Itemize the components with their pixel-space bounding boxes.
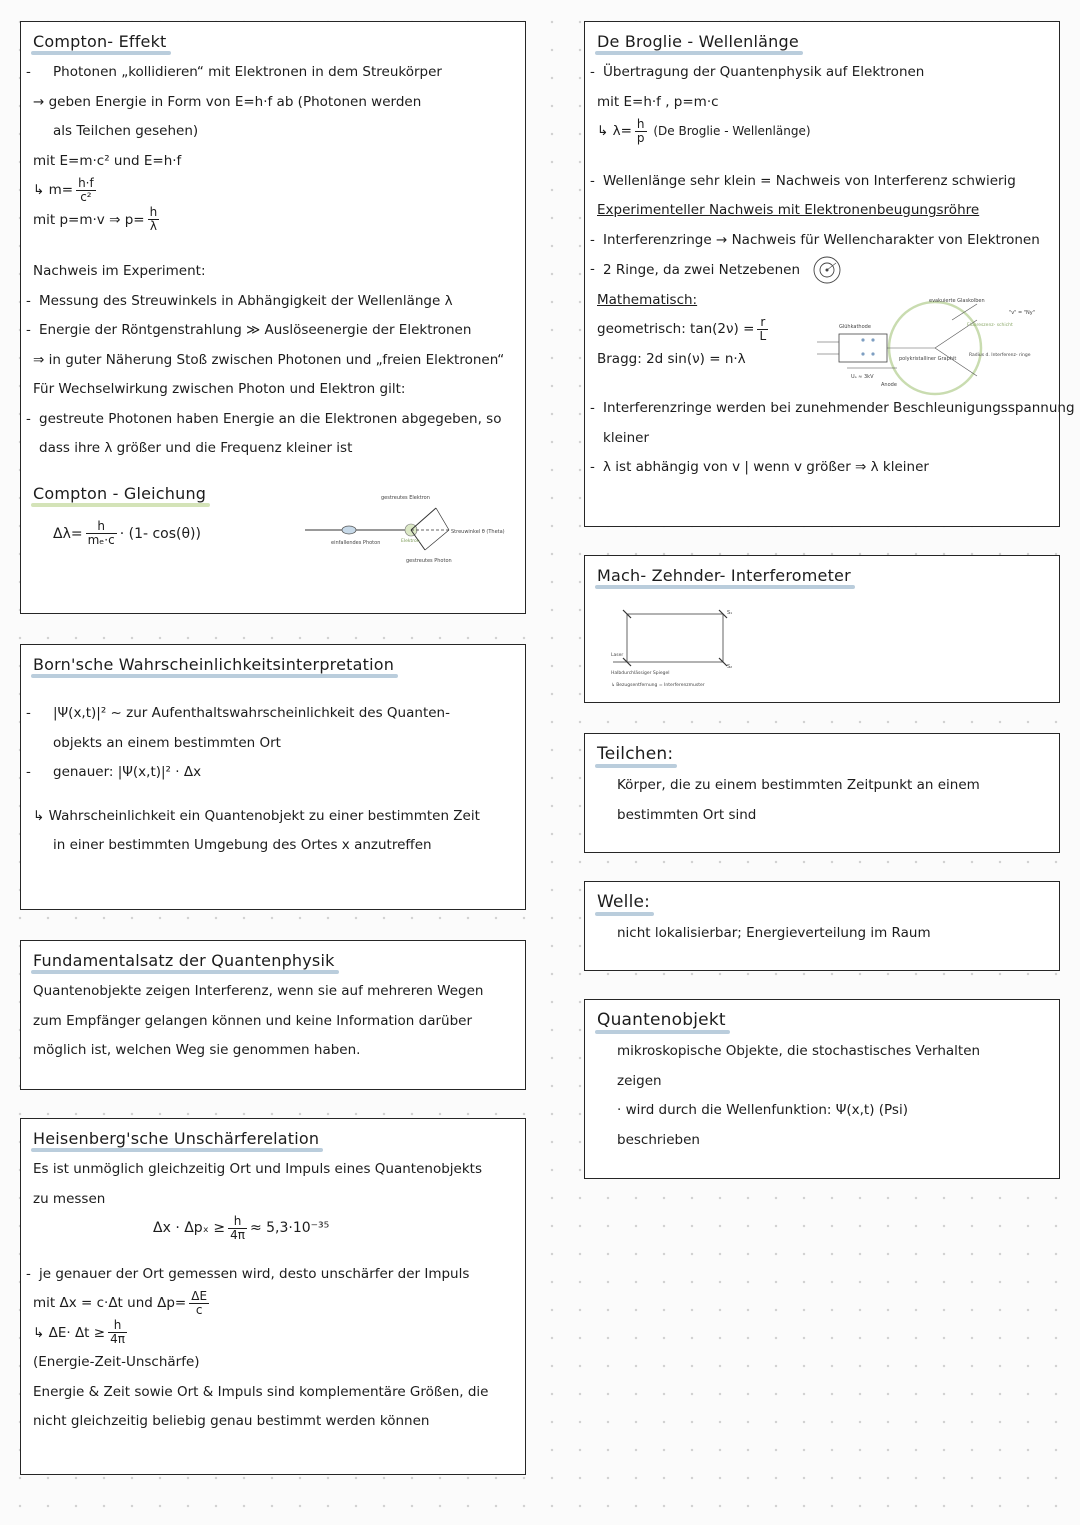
heisenberg-line-3: - je genauer der Ort gemessen wird, desto unschärfer der Impuls — [33, 1260, 513, 1290]
welle-card — [584, 881, 1060, 971]
broglie-line-2: mit E=h·f , p=m·c — [597, 93, 719, 110]
diffraction-screen-label: Radius d. Interferenz- ringe — [969, 353, 1031, 358]
broglie-line-1: - Übertragung der Quantenphysik auf Elektronen — [597, 58, 1047, 88]
mach-laser-label: Laser — [611, 653, 624, 658]
compton-momentum-formula: mit p=m·v ⇒ p= $\frac{h}{\lambda}$ — [33, 205, 158, 233]
compton-line-9: - Energie der Röntgenstrahlung ≫ Auslöseenergie der Elektronen — [33, 316, 513, 346]
quantenobjekt-card — [584, 999, 1060, 1179]
compton-card — [20, 21, 526, 614]
fundamental-line-1: Quantenobjekte zeigen Interferenz, wenn sie auf mehreren Wegen — [33, 983, 484, 999]
compton-line-10: ⇒ in guter Näherung Stoß zwischen Photonen und „freien Elektronen“ — [33, 351, 505, 368]
broglie-line-4: - Wellenlänge sehr klein = Nachweis von Interferenz schwierig — [597, 167, 1047, 197]
teilchen-line-2: bestimmten Ort sind — [617, 806, 757, 823]
compton-diagram-electron-label: Elektron — [401, 539, 420, 544]
mach-zehnder-card — [584, 555, 1060, 703]
born-line-1: - |Ψ(x,t)|² ~ zur Aufenthaltswahrscheinlichkeit des Quanten- — [33, 699, 513, 729]
broglie-line-12: kleiner — [603, 429, 650, 446]
heisenberg-line-7: Energie & Zeit sowie Ort & Impuls sind komplementäre Größen, die — [33, 1383, 489, 1400]
born-line-4: ↳ Wahrscheinlichkeit ein Quantenobjekt zu einer bestimmten Zeit — [33, 807, 480, 824]
teilchen-title: Teilchen: — [597, 744, 674, 764]
quantenobjekt-line-3: · wird durch die Wellenfunktion: Ψ(x,t) (Psi) — [617, 1102, 908, 1118]
quantenobjekt-line-4: beschrieben — [617, 1131, 700, 1148]
diffraction-voltage-label: Uₐ ≈ 3kV — [851, 374, 874, 380]
quantenobjekt-title: Quantenobjekt — [597, 1010, 726, 1030]
heisenberg-line-2: zu messen — [33, 1190, 106, 1207]
compton-equation-title: Compton - Gleichung — [33, 483, 207, 503]
born-card — [20, 644, 526, 910]
electron-diffraction-tube-diagram — [817, 294, 1053, 406]
broglie-geometric-formula: geometrisch: tan(2ν) = $\frac{r}{L}$ — [597, 314, 767, 343]
born-line-5: in einer bestimmten Umgebung des Ortes x anzutreffen — [53, 837, 432, 853]
compton-line-4: mit E=m·c² und E=h·f — [33, 152, 182, 169]
compton-mass-formula: ↳ m= $\frac{h\cdot f}{\text{c²}}$ — [33, 175, 94, 204]
teilchen-line-1: Körper, die zu einem bestimmten Zeitpunkt an einem — [617, 777, 980, 793]
broglie-line-5: Experimenteller Nachweis mit Elektronenbeugungsröhre — [597, 202, 980, 218]
diffraction-crystal-label: polykristalliner Graphit — [899, 356, 957, 362]
heisenberg-line-8: nicht gleichzeitig beliebig genau bestimmt werden können — [33, 1413, 430, 1429]
broglie-line-7: - 2 Ringe, da zwei Netzebenen — [597, 255, 1047, 286]
diffraction-layer-label: Fluoreszenz- schicht — [967, 323, 1013, 328]
welle-title: Welle: — [597, 892, 651, 912]
compton-line-1: - Photonen „kollidieren“ mit Elektronen in dem Streukörper — [33, 58, 513, 88]
fundamental-card — [20, 940, 526, 1090]
compton-line-2: → geben Energie in Form von E=h·f ab (Photonen werden — [33, 93, 422, 110]
broglie-card — [584, 21, 1075, 527]
compton-line-3: als Teilchen gesehen) — [53, 123, 199, 139]
heisenberg-title: Heisenberg'sche Unschärferelation — [33, 1129, 320, 1148]
mach-zehnder-diagram — [609, 600, 749, 692]
heisenberg-line-5: ↳ ΔE· Δt ≥ $\frac{h}{4\pi}$ — [33, 1318, 125, 1346]
born-title: Born'sche Wahrscheinlichkeitsinterpretation — [33, 655, 395, 674]
diffraction-anode-label: Anode — [881, 382, 897, 388]
broglie-line-13: - λ ist abhängig von v | wenn v größer ⇒ λ kleiner — [597, 453, 1047, 483]
broglie-line-8: Mathematisch: — [597, 291, 698, 308]
heisenberg-card — [20, 1118, 526, 1475]
quantenobjekt-line-1: mikroskopische Objekte, die stochastisches Verhalten — [617, 1043, 981, 1059]
compton-diagram-angle-label: Streuwinkel θ (Theta) — [451, 529, 505, 535]
born-line-3: - genauer: |Ψ(x,t)|² · Δx — [33, 758, 513, 788]
diffraction-nu-label: "ν" = "Ny" — [1009, 310, 1036, 316]
heisenberg-line-1: Es ist unmöglich gleichzeitig Ort und Impuls eines Quantenobjekts — [33, 1161, 482, 1177]
heisenberg-equation: Δx · Δpₓ ≥ $\frac{h}{4\pi}$ ≈ 5,3·10⁻³⁵ — [153, 1213, 330, 1242]
compton-line-12: - gestreute Photonen haben Energie an die Elektronen abgegeben, so — [33, 405, 513, 435]
compton-diagram-photon-out-label: gestreutes Photon — [406, 558, 452, 564]
diffraction-tube-label: evakuierte Glaskolben — [929, 298, 985, 304]
interference-rings-icon — [812, 255, 842, 285]
compton-line-13: dass ihre λ größer und die Frequenz kleiner ist — [39, 440, 353, 456]
born-line-2: objekts an einem bestimmten Ort — [53, 734, 281, 751]
fundamental-line-3: möglich ist, welchen Weg sie genommen haben. — [33, 1042, 361, 1058]
compton-diagram-electron-out-label: gestreutes Elektron — [381, 495, 430, 501]
mach-zehnder-title: Mach- Zehnder- Interferometer — [597, 566, 851, 585]
heisenberg-line-6: (Energie-Zeit-Unschärfe) — [33, 1354, 200, 1370]
compton-diagram-photon-label: einfallendes Photon — [331, 540, 381, 546]
broglie-title: De Broglie - Wellenlänge — [597, 32, 799, 51]
heisenberg-line-4: mit Δx = c·Δt und Δp= $\frac{\Delta E}{c}$ — [33, 1288, 208, 1317]
teilchen-card — [584, 733, 1060, 853]
compton-line-8: - Messung des Streuwinkels in Abhängigkeit der Wellenlänge λ — [33, 287, 513, 317]
mach-s1-label: S₁ — [727, 610, 733, 616]
compton-line-11: Für Wechselwirkung zwischen Photon und Elektron gilt: — [33, 381, 406, 397]
compton-diagram — [301, 490, 511, 570]
compton-line-7: Nachweis im Experiment: — [33, 263, 206, 279]
fundamental-title: Fundamentalsatz der Quantenphysik — [33, 951, 335, 970]
compton-title: Compton- Effekt — [33, 32, 167, 51]
quantenobjekt-line-2: zeigen — [617, 1072, 662, 1089]
broglie-lambda-formula: ↳ λ= $\frac{h}{p}$ (De Broglie - Wellenlänge) — [597, 116, 811, 145]
broglie-line-10: Bragg: 2d sin(ν) = n·λ — [597, 350, 746, 367]
fundamental-line-2: zum Empfänger gelangen können und keine Information darüber — [33, 1012, 473, 1029]
mach-note-label: ↳ Bezugsentfernung = Interferenzmuster — [611, 683, 705, 688]
diffraction-cathode-label: Glühkathode — [839, 324, 871, 330]
broglie-line-11: - Interferenzringe werden bei zunehmender Beschleunigungsspannung — [597, 394, 1047, 424]
mach-s2-label: S₂ — [727, 664, 733, 670]
compton-equation: Δλ= $\frac{h}{\text{mₑ·c}}$ · (1- cos(θ)) — [53, 519, 201, 547]
broglie-line-6: - Interferenzringe → Nachweis für Wellencharakter von Elektronen — [597, 226, 1047, 256]
welle-line-1: nicht lokalisierbar; Energieverteilung im Raum — [617, 925, 931, 941]
mach-splitter-label: Halbdurchlässiger Spiegel — [611, 671, 670, 676]
